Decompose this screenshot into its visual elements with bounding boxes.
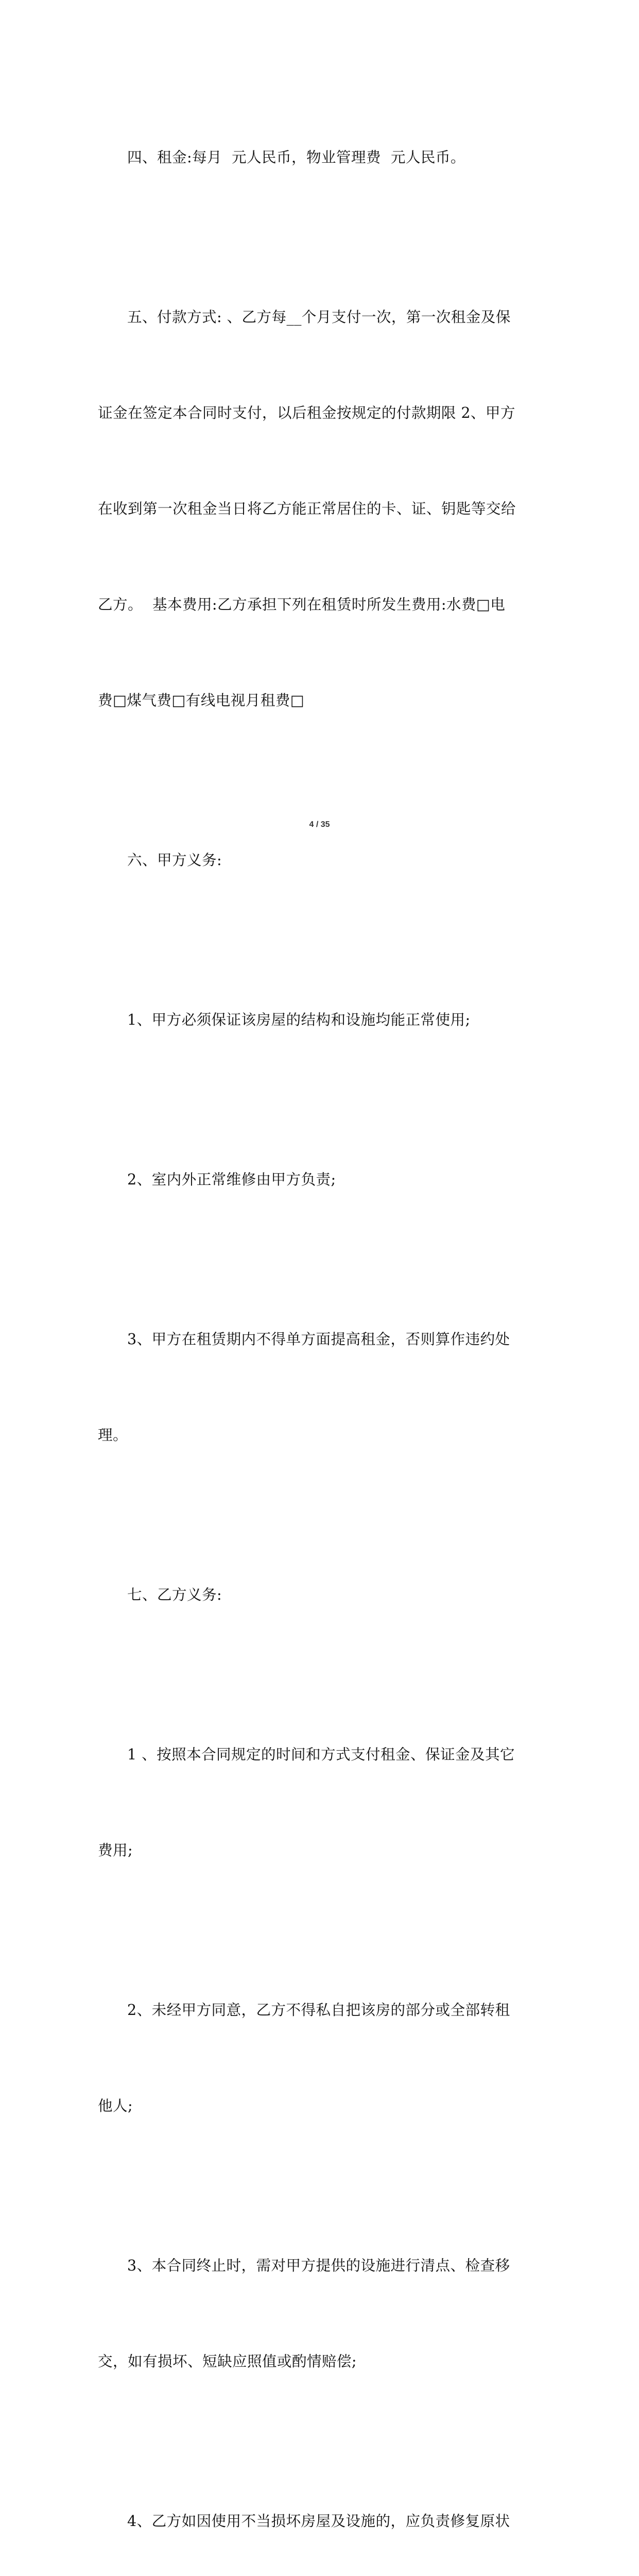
text-line: 他人; bbox=[98, 2097, 133, 2114]
contract-body bbox=[98, 77, 542, 2576]
paragraph-party-a-duty-3 bbox=[98, 1259, 542, 1515]
page-number: 4 / 35 bbox=[309, 820, 330, 829]
text-line: 证金在签定本合同时支付，以后租金按规定的付款期限 2、甲方 bbox=[98, 404, 515, 421]
paragraph-party-b-duty-1 bbox=[98, 1674, 542, 1930]
text-line: 3、本合同终止时，需对甲方提供的设施进行清点、检查移 bbox=[127, 2257, 510, 2274]
paragraph-payment-method bbox=[98, 237, 542, 780]
paragraph-party-a-duties-heading bbox=[98, 780, 542, 940]
paragraph-rent bbox=[98, 77, 542, 237]
text-line: 理。 bbox=[98, 1426, 128, 1444]
text-line: 1、甲方必须保证该房屋的结构和设施均能正常使用; bbox=[127, 1011, 471, 1028]
paragraph-party-a-duty-2 bbox=[98, 1099, 542, 1259]
text-line: 4、乙方如因使用不当损坏房屋及设施的，应负责修复原状 bbox=[127, 2512, 510, 2530]
paragraph-party-b-duty-3 bbox=[98, 2185, 542, 2441]
text-line: 七、乙方义务: bbox=[127, 1586, 222, 1603]
text-line: 六、甲方义务: bbox=[127, 851, 222, 869]
paragraph-party-b-duty-2 bbox=[98, 1930, 542, 2185]
text-line: 五、付款方式: 、乙方每__个月支付一次，第一次租金及保 bbox=[127, 308, 511, 326]
paragraph-party-a-duty-1 bbox=[98, 940, 542, 1099]
text-line: 交，如有损坏、短缺应照值或酌情赔偿; bbox=[98, 2352, 357, 2370]
text-line: 在收到第一次租金当日将乙方能正常居住的卡、证、钥匙等交给 bbox=[98, 500, 516, 517]
paragraph-party-b-duties-heading bbox=[98, 1515, 542, 1674]
text-line: 2、未经甲方同意，乙方不得私自把该房的部分或全部转租 bbox=[127, 2001, 510, 2019]
text-line: 1 、按照本合同规定的时间和方式支付租金、保证金及其它 bbox=[127, 1745, 515, 1763]
text-line: 乙方。 基本费用:乙方承担下列在租赁时所发生费用:水费□电 bbox=[98, 596, 506, 613]
text-line: 费□煤气费□有线电视月租费□ bbox=[98, 691, 305, 709]
text-line: 3、甲方在租赁期内不得单方面提高租金，否则算作违约处 bbox=[127, 1330, 510, 1348]
text-line: 四、租金:每月 元人民币，物业管理费 元人民币。 bbox=[127, 148, 465, 166]
text-line: 2、室内外正常维修由甲方负责; bbox=[127, 1171, 336, 1188]
text-line: 费用; bbox=[98, 1841, 133, 1859]
paragraph-party-b-duty-4 bbox=[98, 2441, 542, 2576]
